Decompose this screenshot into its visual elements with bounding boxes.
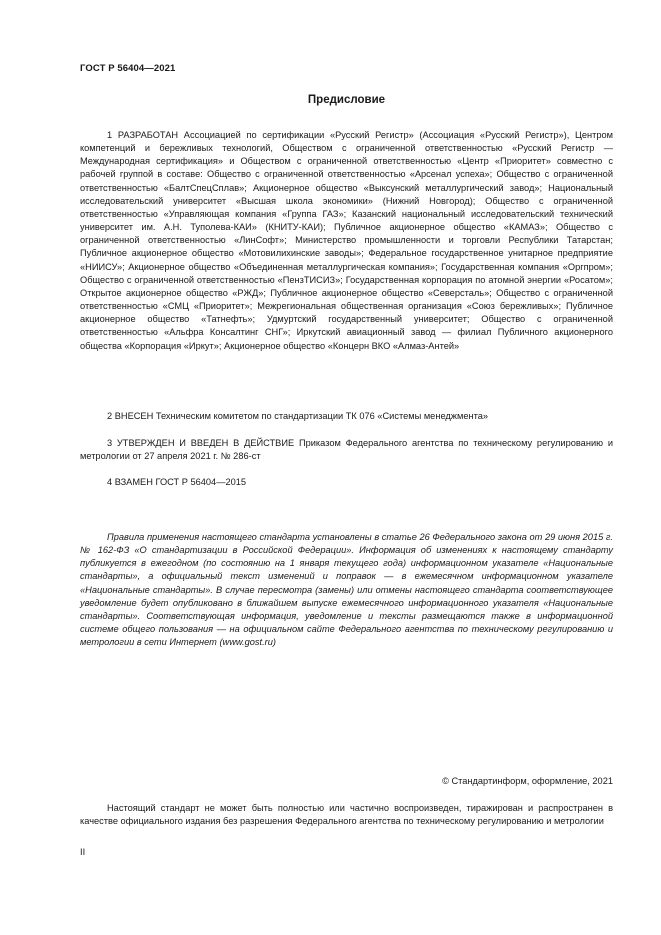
application-rules-notice: Правила применения настоящего стандарта установлены в статье 26 Федерального закона от 29 июня 2015 г. № 162-ФЗ «О стандартизации в Российской Федерации». Информация об изменениях к настоящему стандарту публикуется в ежегодном (по состоянию на 1 января текущего года) информационном указателе «Национальные стандарты», а официальный текст изменений и поправок — в ежемесячном информационном указателе «Национальные стандарты». В случае пересмотра (замены) или отмены настоящего стандарта соответствующее уведомление будет опубликовано в ближайшем выпуске ежемесячного информационного указателя «Национальные стандарты». Соответствующая информация, уведомление и тексты размещаются также в информационной системе общего пользования — на официальном сайте Федерального агентства по техническому регулированию и метрологии в сети Интернет (www.gost.ru) — [80, 532, 613, 648]
copyright-line: © Стандартинформ, оформление, 2021 — [442, 776, 613, 786]
paragraph-developed: 1 РАЗРАБОТАН Ассоциацией по сертификации «Русский Регистр» (Ассоциация «Русский Регистр»), Центром компетенций и бережливых технологий, Обществом с ограниченной ответственностью «Русский Регистр — Международная сертификация» и Обществом с ограниченной ответственностью «Центр «Приоритет» совместно с рабочей группой в составе: Общество с ограниченной ответственностью «Арсенал успеха»; Общество с ограниченной ответственностью «БалтСпецСплав»; Акционерное общество «Выксунский металлургический завод»; Национальный исследовательский университет «Высшая школа экономики» (Нижний Новгород); Общество с ограниченной ответственностью «Управляющая компания «Группа ГАЗ»; Казанский национальный исследовательский технический университет им. А.Н. Туполева-КАИ» (КНИТУ-КАИ); Публичное акционерное общество «КАМАЗ»; Общество с ограниченной ответственностью «ЛинСофт»; Министерство промышленности и торговли Республики Татарстан; Публичное акционерное общество «Мотовилихинские заводы»; Федеральное государственное унитарное предприятие «НИИСУ»; Акционерное общество «Объединенная металлургическая компания»; Государственная компания «Оргпром»; Общество с ограниченной ответственностью «ПензТИСИЗ»; Государственная корпорация по атомной энергии «Росатом»; Открытое акционерное общество «РЖД»; Публичное акционерное общество «Северсталь»; Общество с ограниченной ответственностью «СМЦ «Приоритет»; Межрегиональная общественная организация «Союз бережливых»; Публичное акционерное общество «Татнефть»; Удмуртский государственный университет; Общество с ограниченной ответственностью «Альфра Консалтинг СНГ»; Иркутский авиационный завод — филиал Публичного акционерного общества «Корпорация «Иркут»; Акционерное общество «Концерн ВКО «Алмаз-Антей» — [80, 130, 613, 351]
page-number: II — [80, 847, 86, 857]
reproduction-rights-notice: Настоящий стандарт не может быть полностью или частично воспроизведен, тиражирован и распространен в качестве официального издания без разрешения Федерального агентства по техническому регулированию и метрологии — [80, 803, 613, 827]
paragraph-approved: 3 УТВЕРЖДЕН И ВВЕДЕН В ДЕЙСТВИЕ Приказом Федерального агентства по техническому регулированию и метрологии от 27 апреля 2021 г. № 286-ст — [80, 438, 613, 462]
paragraph-introduced: 2 ВНЕСЕН Техническим комитетом по стандартизации ТК 076 «Системы менеджмента» — [107, 411, 488, 421]
document-code: ГОСТ Р 56404—2021 — [80, 63, 176, 74]
section-title: Предисловие — [307, 94, 386, 106]
paragraph-replaces: 4 ВЗАМЕН ГОСТ Р 56404—2015 — [107, 477, 247, 487]
